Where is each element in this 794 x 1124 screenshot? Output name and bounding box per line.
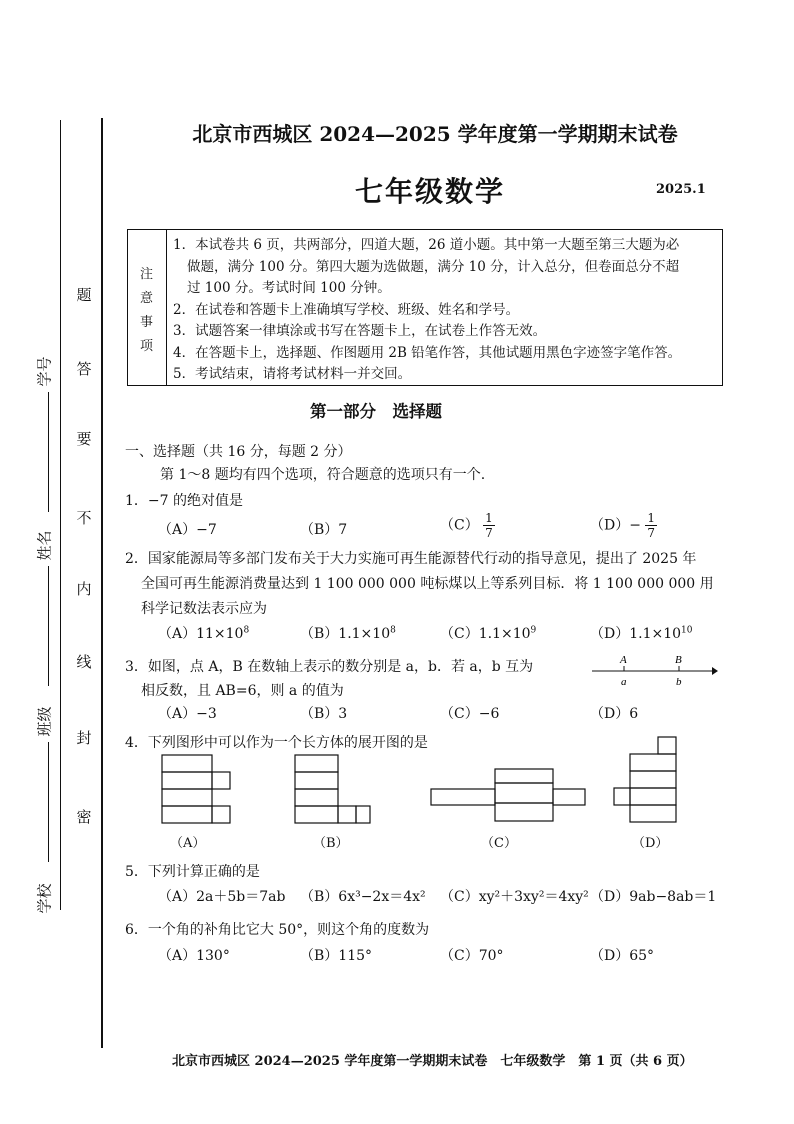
net-figure-a <box>160 753 235 827</box>
class-blank <box>48 742 49 862</box>
q6-option-c: （C）70° <box>440 948 504 964</box>
q5-option-c: （C）xy²＋3xy²＝4xy² <box>440 889 589 905</box>
seal-char: 答 <box>76 360 92 378</box>
question-2-line: 科学记数法表示应为 <box>141 601 267 617</box>
q6-option-d: （D）65° <box>590 948 655 964</box>
net-caption-a: （A） <box>170 836 206 851</box>
q5-option-b: （B）6x³−2x＝4x² <box>300 889 426 905</box>
fraction-numerator: 1 <box>485 511 493 525</box>
q2-option-a <box>158 623 249 643</box>
seal-char: 内 <box>76 580 92 598</box>
seal-char: 线 <box>76 653 92 671</box>
notice-heading-char: 项 <box>140 339 154 354</box>
q6-option-b: （B）115° <box>300 948 373 964</box>
exponent: 9 <box>530 625 537 636</box>
value-a-label: a <box>621 676 627 688</box>
point-b-label: B <box>675 654 682 666</box>
subject-title: 七年级数学 <box>354 175 505 208</box>
q1-option-c <box>440 511 495 540</box>
question-2-line: 2．国家能源局等多部门发布关于大力实施可再生能源替代行动的指导意见，提出了 2025 年 <box>125 551 697 567</box>
question-2-line: 全国可再生能源消费量达到 1 100 000 000 吨标煤以上等系列目标．将 1 100 000 000 用 <box>141 576 714 592</box>
q1-option-d-label: （D）− <box>590 517 641 534</box>
exponent: 10 <box>681 625 693 636</box>
q5-option-a: （A）2a＋5b＝7ab <box>158 889 286 905</box>
binding-line-inner <box>101 118 103 1048</box>
question-3-line: 相反数，且 AB=6，则 a 的值为 <box>141 683 344 699</box>
q2-option-c <box>440 623 536 643</box>
part-title: 第一部分 选择题 <box>310 402 442 421</box>
q1-option-a: （A）−7 <box>158 522 217 538</box>
section-heading: 一、选择题（共 16 分，每题 2 分） <box>125 444 352 460</box>
q2-option-d <box>590 623 693 643</box>
q1-option-d-fraction <box>645 511 657 540</box>
seal-char: 题 <box>76 286 92 304</box>
q3-option-b: （B）3 <box>300 706 348 722</box>
notice-line: 5．考试结束，请将考试材料一并交回。 <box>173 366 412 382</box>
q2-option-c-text: （C）1.1×10 <box>440 626 531 642</box>
question-5-stem: 5．下列计算正确的是 <box>125 864 260 880</box>
section-instruction: 第 1～8 题均有四个选项，符合题意的选项只有一个. <box>160 467 486 483</box>
seal-char: 密 <box>76 808 92 826</box>
notice-heading <box>128 230 167 385</box>
q3-option-a: （A）−3 <box>158 706 217 722</box>
name-blank <box>48 566 49 686</box>
number-line-arrow <box>712 667 718 675</box>
q3-option-c: （C）−6 <box>440 706 500 722</box>
q1-option-c-fraction <box>483 511 495 540</box>
net-caption-d: （D） <box>632 836 669 851</box>
notice-line: 2．在试卷和答题卡上准确填写学校、班级、姓名和学号。 <box>173 301 520 318</box>
fraction-denominator: 7 <box>485 526 493 540</box>
student-id-label: 学号 <box>35 356 54 387</box>
question-3-line: 3．如图，点 A，B 在数轴上表示的数分别是 a，b．若 a，b 互为 <box>125 659 534 675</box>
fraction-numerator: 1 <box>647 511 656 525</box>
q2-option-a-text: （A）11×10 <box>158 626 244 642</box>
net-figure-b <box>293 753 373 827</box>
net-figure-d <box>612 735 687 827</box>
net-caption-c: （C） <box>481 836 517 851</box>
exam-date: 2025.1 <box>656 182 706 197</box>
notice-heading-char: 意 <box>140 291 154 306</box>
seal-char: 封 <box>76 729 92 747</box>
point-a-label: A <box>620 654 627 666</box>
notice-line: 过 100 分。考试时间 100 分钟。 <box>187 280 391 296</box>
q1-option-c-label: （C） <box>440 517 479 534</box>
seal-char: 要 <box>76 430 92 448</box>
binding-line-outer <box>60 120 61 910</box>
notice-heading-char: 注 <box>140 267 154 282</box>
exponent: 8 <box>243 625 250 636</box>
q2-option-b-text: （B）1.1×10 <box>300 626 391 642</box>
notice-line: 做题，满分 100 分。第四大题为选做题，满分 10 分，计入总分，但卷面总分不超 <box>187 258 680 275</box>
net-figure-c <box>429 767 589 827</box>
exponent: 8 <box>390 625 396 636</box>
value-b-label: b <box>676 676 682 688</box>
net-caption-b: （B） <box>313 836 349 851</box>
notice-box <box>127 229 723 386</box>
q2-option-b <box>300 623 396 643</box>
notice-line: 3．试题答案一律填涂或书写在答题卡上，在试卷上作答无效。 <box>173 323 547 339</box>
notice-list <box>173 235 719 386</box>
seal-char: 不 <box>76 509 92 527</box>
exam-title: 北京市西城区 2024—2025 学年度第一学期期末试卷 <box>192 122 678 146</box>
fraction-denominator: 7 <box>647 526 656 540</box>
notice-line: 1．本试卷共 6 页，共两部分，四道大题，26 道小题。其中第一大题至第三大题为必 <box>173 237 680 253</box>
student-id-blank <box>48 392 49 512</box>
notice-heading-char: 事 <box>140 315 154 330</box>
q1-option-b: （B）7 <box>300 522 348 538</box>
notice-line: 4．在答题卡上，选择题、作图题用 2B 铅笔作答，其他试题用黑色字迹签字笔作答。 <box>173 344 682 361</box>
q2-option-d-text: （D）1.1×10 <box>590 626 682 642</box>
page-footer: 北京市西城区 2024—2025 学年度第一学期期末试卷 七年级数学 第 1 页（共 6 页） <box>172 1054 693 1069</box>
question-1-stem: 1．−7 的绝对值是 <box>125 493 243 509</box>
class-label: 班级 <box>35 706 54 737</box>
q1-option-d <box>590 511 657 540</box>
question-4-stem: 4．下列图形中可以作为一个长方体的展开图的是 <box>125 735 428 751</box>
question-6-stem: 6．一个角的补角比它大 50°，则这个角的度数为 <box>125 922 430 938</box>
q5-option-d: （D）9ab−8ab＝1 <box>590 889 717 905</box>
name-label: 姓名 <box>35 530 54 561</box>
q6-option-a: （A）130° <box>158 948 230 964</box>
number-line-figure <box>590 650 720 690</box>
q3-option-d: （D）6 <box>590 706 639 722</box>
school-label: 学校 <box>35 883 54 914</box>
